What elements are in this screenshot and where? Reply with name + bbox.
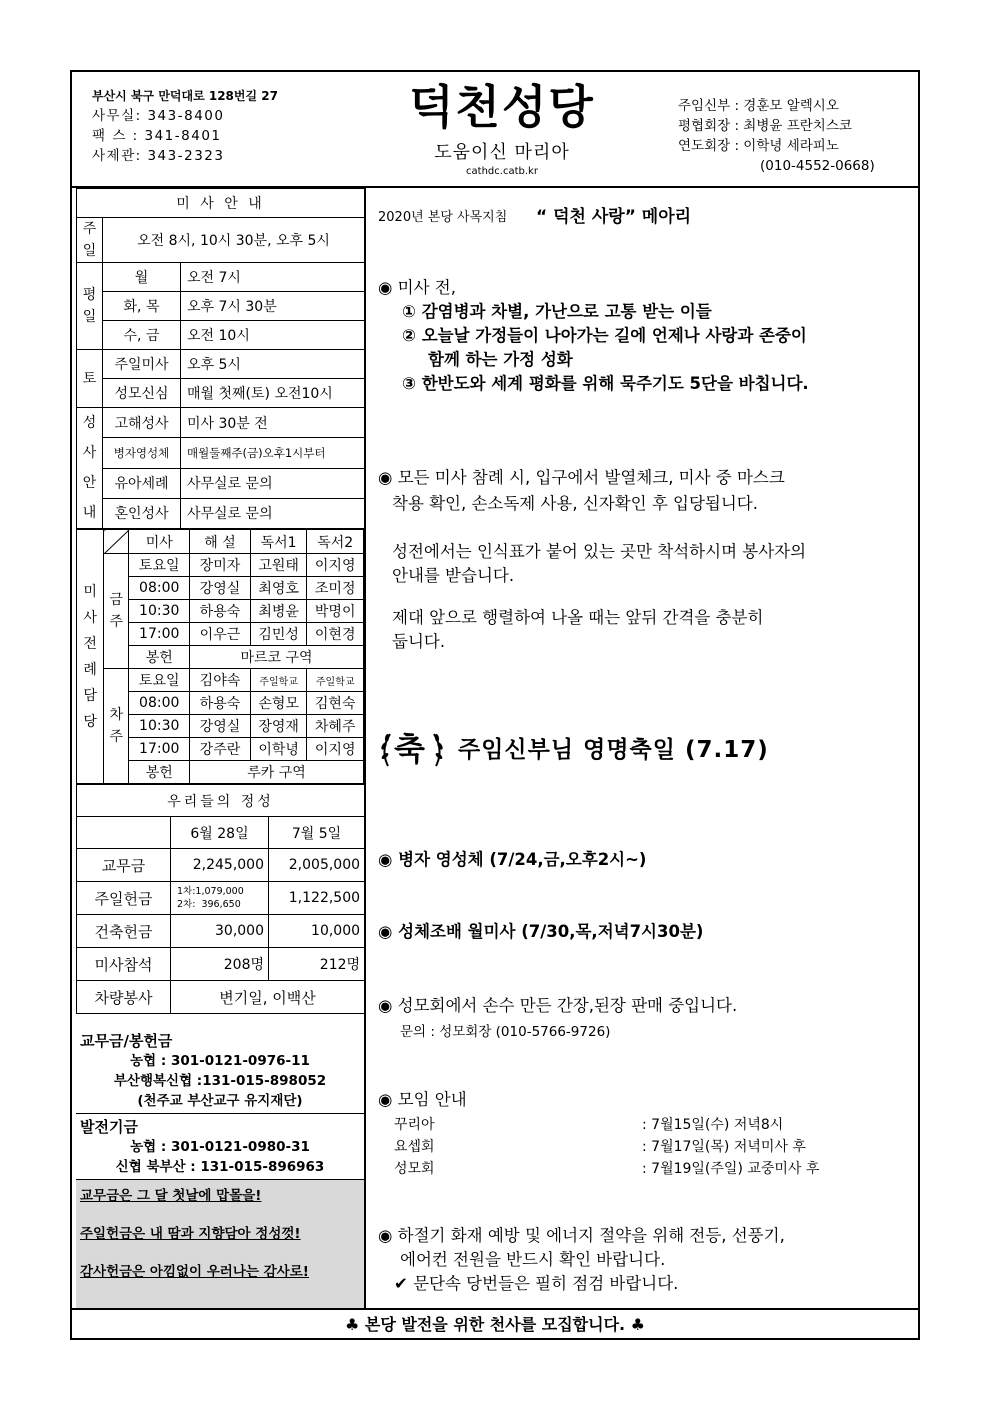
date-header: 6월 28일 [171,817,269,849]
ministry-cell: 강영실 [190,715,251,738]
saturday-item: 주일미사 [103,350,181,379]
feast-title: 주임신부님 영명축일 (7.17) [458,736,769,763]
meetings-title: ◉ 모임 안내 [378,1090,467,1109]
sauce-sale: ◉ 성모회에서 손수 만든 간장,된장 판매 중입니다. [378,996,738,1015]
meeting-name: 성모회 [394,1161,435,1177]
ministry-cell: 김민성 [250,623,307,646]
ministry-cell: 토요일 [129,669,190,692]
ministry-cell: 김현숙 [307,692,364,715]
covid-notice: ◉ 모든 미사 참례 시, 입구에서 발열체크, 미사 중 마스크 [378,468,785,487]
slogan: 감사헌금은 아낌없이 우러나는 감사로! [80,1264,309,1280]
account-line: 농협 : 301-0121-0980-31 [130,1139,310,1155]
ministry-cell: 이지영 [307,554,364,577]
sacrament-name: 병자영성체 [103,438,181,468]
website: cathdc.catb.kr [466,166,538,177]
motto: “ 덕천 사랑” 메아리 [536,207,692,227]
empty-cell [77,817,171,849]
left-column [76,188,364,1014]
intention: ② 오늘날 가정들이 나아가는 길에 언제나 사랑과 존중이 [402,326,807,345]
ministry-cell: 최영호 [250,577,307,600]
sacrament-name: 유아세례 [103,468,181,498]
summer-notice: ◉ 하절기 화재 예방 및 에너지 절약을 위해 전등, 선풍기, [378,1226,785,1245]
weekday-day: 월 [103,263,181,292]
ministry-cell: 10:30 [129,600,190,623]
week1-label: 금주 [104,554,129,669]
slogans [76,1180,364,1310]
slogan: 주일헌금은 내 땀과 지향담아 정성껏! [80,1226,301,1242]
offering-value: 212명 [269,948,365,981]
weekday-day: 수, 금 [103,321,181,350]
ministry-cell: 강영실 [190,577,251,600]
ministry-cell: 주일학교 [307,669,364,692]
ministry-cell: 박명이 [307,600,364,623]
ministry-cell: 차혜주 [307,715,364,738]
ministry-cell: 하용숙 [190,600,251,623]
weekday-day: 화, 목 [103,292,181,321]
sunday-times: 오전 8시, 10시 30분, 오후 5시 [103,218,365,263]
ministry-cell: 조미정 [307,577,364,600]
adoration: ◉ 성체조배 월미사 (7/30,목,저녁7시30분) [378,922,704,941]
offering-label: 봉헌 [129,761,190,784]
sauce-contact: 문의 : 성모회장 (010-5766-9726) [400,1024,611,1040]
meeting-time: : 7월19일(주일) 교중미사 후 [642,1161,820,1177]
ministry-cell: 토요일 [129,554,190,577]
contact-block [92,86,278,166]
ministry-cell: 장영재 [250,715,307,738]
tithe-label: 교무금/봉헌금 [80,1032,173,1050]
ministry-cell: 손형모 [250,692,307,715]
ministry-cell: 강주란 [190,738,251,761]
offering-group: 루카 구역 [190,761,364,784]
sacrament-name: 혼인성사 [103,498,181,528]
ministry-cell: 이우근 [190,623,251,646]
date-header: 7월 5일 [269,817,365,849]
weekday-time: 오후 7시 30분 [181,292,365,321]
mass-guide-table [76,188,365,529]
ministry-cell: 10:30 [129,715,190,738]
saturday-label: 토 [77,350,103,408]
offering-row-label: 미사참석 [77,948,171,981]
fax: 팩 스 : 341-8401 [92,128,222,144]
ladies-chair: 연도회장 : 이학녕 세라피노 [678,138,839,154]
pastor: 주임신부 : 경훈모 알렉시오 [678,98,839,114]
feast-banner [378,722,769,772]
offering-value: 30,000 [171,915,269,948]
procession-notice: 제대 앞으로 행렬하여 나올 때는 앞뒤 간격을 충분히 [392,608,764,627]
weekday-label: 평일 [77,263,103,350]
ministry-cell: 이현경 [307,623,364,646]
slogan: 교무금은 그 달 첫날에 맙몰을! [80,1188,262,1204]
ministry-cell: 주일학교 [250,669,307,692]
intention: 함께 하는 가정 성화 [428,350,573,369]
header [72,72,918,188]
church-name: 덕천성당 [409,80,595,134]
ministry-cell: 17:00 [129,738,190,761]
sacrament-info: 사무실로 문의 [181,498,365,528]
ministry-cell: 장미자 [190,554,251,577]
summer-notice: 에어컨 전원을 반드시 확인 바랍니다. [400,1250,666,1269]
col-header: 독서2 [307,530,364,554]
col-header: 해 설 [190,530,251,554]
intention: ③ 한반도와 세계 평화를 위해 묵주기도 5단을 바칩니다. [402,374,809,393]
laurel-emblem [378,722,446,772]
ministry-cell: 17:00 [129,623,190,646]
dev-label: 발전기금 [80,1118,138,1136]
meeting-time: : 7월17일(목) 저녁미사 후 [642,1139,806,1155]
ministry-cell: 최병윤 [250,600,307,623]
offering-value: 2,005,000 [269,849,365,882]
vehicle-label: 차량봉사 [77,981,171,1014]
mass-guide-title: 미 사 안 내 [77,189,365,218]
saturday-time: 매월 첫째(토) 오전10시 [181,379,365,408]
offering-label: 봉헌 [129,646,190,669]
account-line: 농협 : 301-0121-0976-11 [130,1053,310,1069]
bulletin-frame [70,70,920,1340]
offerings-title: 우리들의 정성 [77,785,365,817]
account-line: 부산행복신협 :131-015-898052 [113,1073,327,1089]
patron: 도움이신 마리아 [434,142,570,163]
offerings-table [76,784,365,1014]
sacrament-label: 성사안내 [77,408,103,529]
offering-value: 208명 [171,948,269,981]
diagonal-cell [104,530,129,554]
weekday-time: 오전 10시 [181,321,365,350]
offering-row-label: 건축헌금 [77,915,171,948]
feast-char: 축 [394,730,425,768]
saturday-item: 성모신심 [103,379,181,408]
ministry-table [76,529,364,784]
ladies-phone: (010-4552-0668) [760,158,875,174]
offering-value: 1,122,500 [269,882,365,915]
footer-banner: ♣ 본당 발전을 위한 천사를 모집합니다. ♣ [72,1308,918,1340]
sacrament-name: 고해성사 [103,408,181,438]
account-line: 신협 북부산 : 131-015-896963 [115,1159,325,1175]
offering-row-label: 교무금 [77,849,171,882]
meeting-name: 요셉회 [394,1139,435,1155]
offering-value: 10,000 [269,915,365,948]
sunday-label: 주일 [77,218,103,263]
sacrament-info: 매월둘째주(금)오후1시부터 [181,438,365,468]
ministry-cell: 이학녕 [250,738,307,761]
sacrament-info: 미사 30분 전 [181,408,365,438]
meeting-name: 꾸리아 [394,1117,435,1133]
ministry-cell: 08:00 [129,577,190,600]
ministry-cell: 고원태 [250,554,307,577]
offering-value: 2,245,000 [171,849,269,882]
ministry-cell: 하용숙 [190,692,251,715]
masthead [372,78,632,177]
col-header: 미사 [129,530,190,554]
vehicle-volunteers: 변기일, 이백산 [171,981,365,1014]
address: 부산시 북구 만덕대로 128번길 27 [92,89,278,103]
intention: ① 감염병과 차별, 가난으로 고통 받는 이들 [402,302,712,321]
ministry-label: 미사전례담당 [77,530,104,784]
before-mass: ◉ 미사 전, [378,278,456,297]
offering-value: 1차:1,079,000 2차: 396,650 [171,882,269,915]
council-chair: 평협회장 : 최병윤 프란치스코 [678,118,852,134]
accounts-block [76,1028,364,1310]
covid-notice: 착용 확인, 손소독제 사용, 신자확인 후 입당됩니다. [392,494,758,513]
rectory-phone: 사제관: 343-2323 [92,148,225,164]
weekday-time: 오전 7시 [181,263,365,292]
seating-notice: 성전에서는 인식표가 붙어 있는 곳만 착석하시며 봉사자의 [392,542,807,561]
account-line: (천주교 부산교구 유지재단) [137,1093,303,1109]
col-header: 독서1 [250,530,307,554]
ministry-cell: 이지영 [307,738,364,761]
week2-label: 차주 [104,669,129,784]
staff-block [678,96,875,176]
ministry-cell: 08:00 [129,692,190,715]
offering-group: 마르코 구역 [190,646,364,669]
lockup-notice: ✔ 문단속 당번들은 필히 점검 바랍니다. [394,1274,679,1293]
ministry-cell: 김야속 [190,669,251,692]
sick-communion: ◉ 병자 영성체 (7/24,금,오후2시~) [378,850,647,869]
sacrament-info: 사무실로 문의 [181,468,365,498]
development-accounts [76,1114,364,1180]
seating-notice: 안내를 받습니다. [392,566,515,585]
tithe-accounts [76,1028,364,1114]
office-phone: 사무실: 343-8400 [92,108,225,124]
motto-prefix: 2020년 본당 사목지침 [378,210,508,225]
meeting-time: : 7월15일(수) 저녁8시 [642,1117,784,1133]
procession-notice: 둡니다. [392,632,446,651]
offering-row-label: 주일헌금 [77,882,171,915]
column-divider [364,186,366,1308]
saturday-time: 오후 5시 [181,350,365,379]
